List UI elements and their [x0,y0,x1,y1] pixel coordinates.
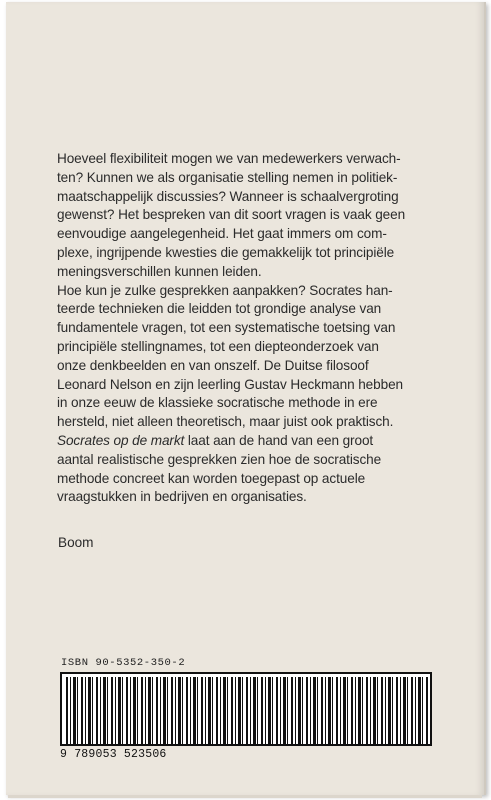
blurb-line-with-title [57,432,437,451]
blurb-line: onze denkbeelden en van onszelf. De Duitse filosoof [57,357,369,373]
blurb-line: principiële stellingnames, tot een diepteonderzoek van [57,338,379,354]
blurb-line: methode concreet kan worden toegepast op actuele [57,470,366,486]
blurb-line: Hoe kun je zulke gesprekken aanpakken? Socrates han- [57,282,393,298]
blurb-line: meningsverschillen kunnen leiden. [57,263,262,279]
barcode-bars [66,677,428,744]
blurb-line: eenvoudige aangelegenheid. Het gaat immers om com- [57,226,387,242]
publisher-name: Boom [58,535,94,550]
barcode [60,672,432,762]
blurb-line: Hoeveel flexibiliteit mogen we van medewerkers verwach- [57,151,401,166]
blurb-line: hersteld, niet alleen theoretisch, maar juist ook praktisch. [57,414,394,430]
blurb-line: plexe, ingrijpende kwesties die gemakkelijk tot principiële [57,244,395,260]
blurb-line: teerde technieken die leidden tot grondige analyse van [57,301,382,317]
blurb-line: fundamentele vragen, tot een systematische toetsing van [57,320,396,336]
barcode-digits: 9 789053 523506 [60,748,167,761]
isbn-label: ISBN 90-5352-350-2 [61,657,186,669]
blurb-line-tail: laat aan de hand van een groot [184,432,374,448]
blurb-line: in onze eeuw de klassieke socratische methode in ere [57,395,378,411]
blurb-line: aantal realistische gesprekken zien hoe de socratische [57,451,382,467]
book-title-italic: Socrates op de markt [57,432,185,448]
blurb-line: Leonard Nelson en zijn leerling Gustav Heckmann hebben [57,376,403,392]
blurb-line: maatschappelijk discussies? Wanneer is schaalvergroting [57,188,399,204]
blurb-line: gewenst? Het bespreken van dit soort vragen is vaak geen [57,207,406,223]
blurb-text [57,150,437,507]
blurb-line: vraagstukken in bedrijven en organisaties. [57,489,307,505]
barcode-frame [60,672,432,746]
book-page-edge [8,795,482,798]
blurb-line: ten? Kunnen we als organisatie stelling nemen in politiek- [57,169,398,185]
